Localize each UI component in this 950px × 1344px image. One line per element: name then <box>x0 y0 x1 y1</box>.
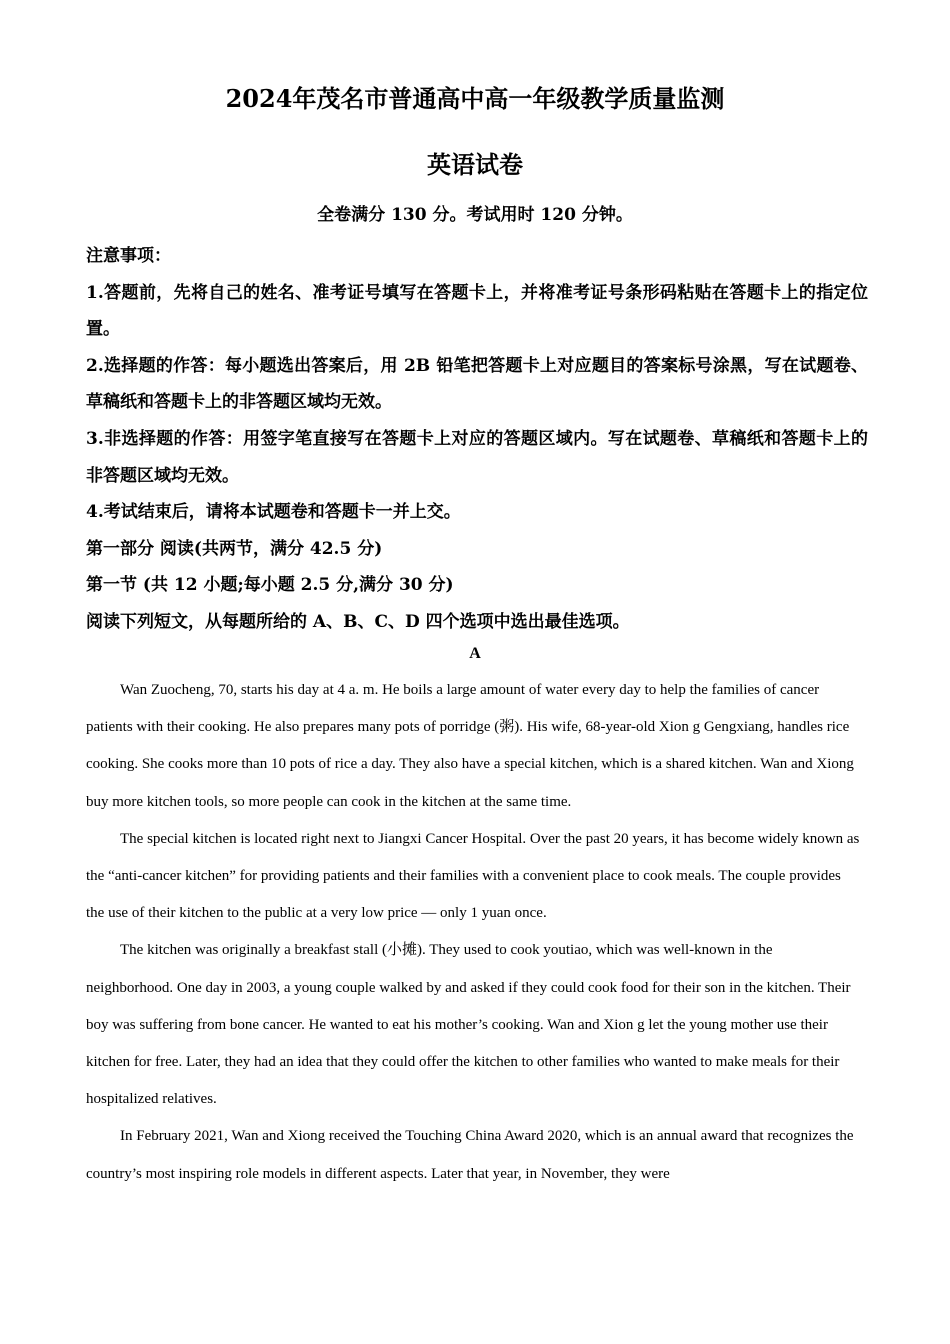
passage-paragraph: The special kitchen is located right next to Jiangxi Cancer Hospital. Over the past 20 years, it has become widely known as the “anti-cancer kitchen” for providing patients and their families with a convenient place to cook meals. The couple provides the use of their kitchen to the public at a very low price — only 1 yuan once. <box>86 830 860 922</box>
score-info: 全卷满分 130 分。考试用时 120 分钟。 <box>317 205 633 225</box>
passage-paragraph: Wan Zuocheng, 70, starts his day at 4 a. m. He boils a large amount of water every day to help the families of cancer patients with their cooking. He also prepares many pots of porridge (粥). His wife, 68-year-old Xion g Gengxiang, handles rice cooking. She cooks more than 10 pots of rice a day. They also have a special kitchen, which is a shared kitchen. Wan and Xiong buy more kitchen tools, so more people can cook in the kitchen at the same time. <box>86 682 854 810</box>
passage-paragraph: The kitchen was originally a breakfast stall (小摊). They used to cook youtiao, which was well-known in the neighborhood. One day in 2003, a young couple walked by and asked if they could cook food for their son in the kitchen. Their boy was suffering from bone cancer. He wanted to eat his mother’s cooking. Wan and Xion g let the young mother use their kitchen for free. Later, they had an idea that they could offer the kitchen to other families who wanted to make meals for their hospitalized relatives. <box>86 942 851 1108</box>
exam-notes <box>86 238 868 641</box>
reading-instruction: 阅读下列短文，从每题所给的 A、B、C、D 四个选项中选出最佳选项。 <box>86 611 630 632</box>
notes-heading: 注意事项： <box>86 246 171 266</box>
section-one-heading: 第一节 (共 12 小题;每小题 2.5 分,满分 30 分) <box>86 575 454 596</box>
passage-paragraph: In February 2021, Wan and Xiong received the Touching China Award 2020, which is an annual award that recognizes the country’s most inspiring role models in different aspects. Later that year, in November, they were <box>86 1128 854 1182</box>
part-one-heading: 第一部分 阅读(共两节，满分 42.5 分) <box>86 538 383 559</box>
note-item: 3.非选择题的作答：用签字笔直接写在答题卡上对应的答题区域内。写在试题卷、草稿纸和答题卡上的非答题区域均无效。 <box>86 428 868 486</box>
note-item: 2.选择题的作答：每小题选出答案后，用 2B 铅笔把答题卡上对应题目的答案标号涂黑，写在试题卷、草稿纸和答题卡上的非答题区域均无效。 <box>86 355 868 413</box>
note-item: 4.考试结束后，请将本试题卷和答题卡一并上交。 <box>86 502 461 523</box>
reading-passage <box>86 672 860 1193</box>
exam-title: 2024年茂名市普通高中高一年级教学质量监测 <box>225 84 725 113</box>
passage-label: A <box>469 645 481 662</box>
exam-subtitle: 英语试卷 <box>427 150 523 179</box>
note-item: 1.答题前，先将自己的姓名、准考证号填写在答题卡上，并将准考证号条形码粘贴在答题卡上的指定位置。 <box>86 282 868 340</box>
